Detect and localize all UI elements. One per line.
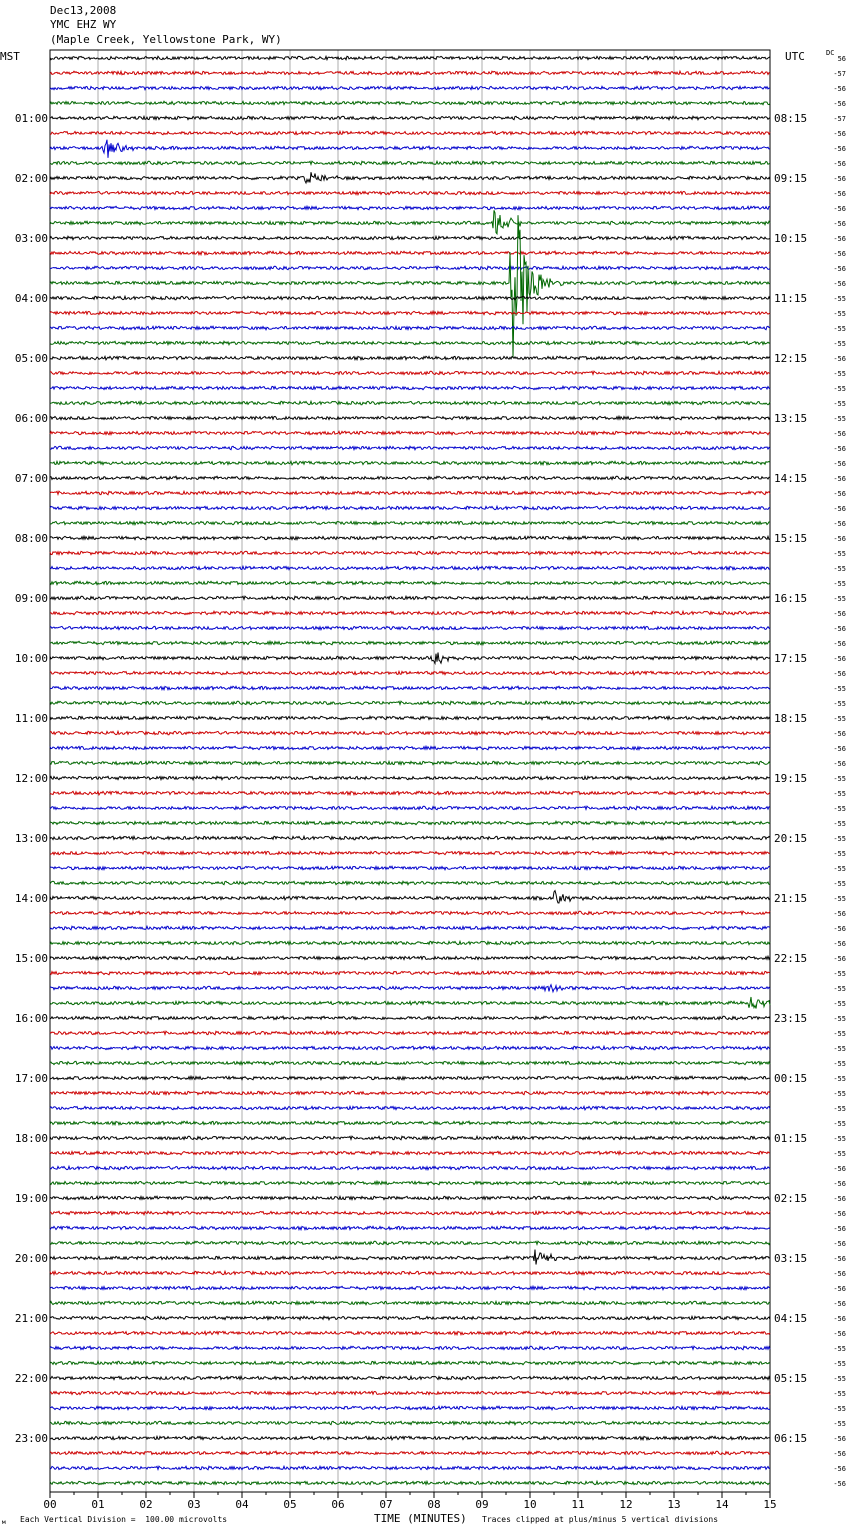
dc-offset-label: -56 (833, 505, 846, 513)
trace-line (50, 101, 770, 104)
right-hour-label: 02:15 (774, 1192, 808, 1205)
dc-offset-label: -56 (833, 1270, 846, 1278)
trace-line (50, 1061, 770, 1064)
dc-offset-label: -55 (833, 1000, 846, 1008)
trace-line (50, 806, 770, 810)
trace-line (50, 461, 770, 465)
dc-offset-label: -56 (833, 85, 846, 93)
dc-offset-label: -55 (833, 1420, 846, 1428)
trace-line (50, 1286, 770, 1290)
dc-offset-label: -56 (833, 145, 846, 153)
trace-line (50, 172, 770, 183)
trace-line (50, 881, 770, 884)
right-hour-label: 22:15 (774, 952, 808, 965)
dc-offset-label: -55 (833, 550, 846, 558)
trace-line (50, 1376, 770, 1379)
dc-offset-label: -56 (833, 205, 846, 213)
dc-offset-label: -55 (833, 1060, 846, 1068)
dc-offset-label: -56 (833, 1435, 846, 1443)
x-tick-label: 12 (619, 1498, 633, 1511)
dc-offset-label: -56 (833, 190, 846, 198)
trace-line (50, 701, 770, 705)
dc-offset-label: -55 (833, 400, 846, 408)
trace-line (50, 997, 770, 1009)
trace-line (50, 1271, 770, 1274)
dc-offset-label: 56 (837, 55, 846, 63)
left-hour-label: 14:00 (14, 892, 48, 905)
trace-line (50, 476, 770, 480)
dc-offset-label: -56 (833, 760, 846, 768)
dc-offset-label: -56 (833, 1210, 846, 1218)
dc-offset-label: -55 (833, 415, 846, 423)
dc-offset-label: -56 (833, 280, 846, 288)
dc-offset-label: -55 (833, 1045, 846, 1053)
left-hour-label: 16:00 (14, 1012, 48, 1025)
left-hour-label: 10:00 (14, 652, 48, 665)
right-hour-label: 04:15 (774, 1312, 808, 1325)
trace-line (50, 746, 770, 750)
trace-line (50, 1196, 770, 1199)
trace-line (50, 506, 770, 509)
x-tick-label: 06 (331, 1498, 345, 1511)
x-tick-label: 13 (667, 1498, 681, 1511)
dc-label: DC (826, 49, 835, 57)
x-tick-label: 02 (139, 1498, 153, 1511)
right-hour-label: 03:15 (774, 1252, 808, 1265)
dc-offset-label: -55 (833, 970, 846, 978)
dc-offset-label: -55 (833, 850, 846, 858)
trace-line (50, 371, 770, 375)
trace-line (50, 1391, 770, 1394)
dc-offset-label: -55 (833, 385, 846, 393)
trace-line (50, 1136, 770, 1140)
dc-offset-label: -55 (833, 595, 846, 603)
right-hour-label: 19:15 (774, 772, 808, 785)
trace-line (50, 356, 770, 360)
dc-offset-label: -56 (833, 265, 846, 273)
left-hour-label: 02:00 (14, 172, 48, 185)
dc-offset-label: -56 (833, 1330, 846, 1338)
dc-offset-label: -56 (833, 220, 846, 228)
trace-line (50, 1250, 770, 1265)
trace-line (50, 1421, 770, 1424)
left-hour-label: 09:00 (14, 592, 48, 605)
dc-offset-label: -55 (833, 1390, 846, 1398)
dc-offset-label: -56 (833, 250, 846, 258)
trace-line (50, 911, 770, 915)
trace-line (50, 86, 770, 89)
dc-offset-label: -56 (833, 640, 846, 648)
dc-offset-label: -55 (833, 580, 846, 588)
dc-offset-label: -56 (833, 1225, 846, 1233)
dc-offset-label: -56 (833, 445, 846, 453)
dc-offset-label: -56 (833, 100, 846, 108)
dc-offset-label: -56 (833, 610, 846, 618)
left-hour-label: 04:00 (14, 292, 48, 305)
trace-line (50, 1046, 770, 1049)
dc-offset-label: -55 (833, 1150, 846, 1158)
trace-line (50, 686, 770, 690)
x-tick-label: 05 (283, 1498, 297, 1511)
dc-offset-label: -55 (833, 325, 846, 333)
trace-line (50, 596, 770, 600)
x-axis-label: TIME (MINUTES) (374, 1512, 467, 1525)
trace-line (50, 386, 770, 389)
trace-line (50, 626, 770, 629)
dc-offset-label: -56 (833, 1315, 846, 1323)
right-hour-label: 09:15 (774, 172, 808, 185)
dc-offset-label: -55 (833, 1375, 846, 1383)
dc-offset-label: -55 (833, 565, 846, 573)
left-hour-label: 03:00 (14, 232, 48, 245)
trace-line (50, 116, 770, 119)
left-hour-label: 08:00 (14, 532, 48, 545)
trace-line (50, 1211, 770, 1214)
trace-line (50, 761, 770, 764)
trace-line (50, 776, 770, 779)
dc-offset-label: -56 (833, 430, 846, 438)
dc-offset-label: -56 (833, 490, 846, 498)
dc-offset-label: -56 (833, 1240, 846, 1248)
trace-line (50, 521, 770, 524)
trace-line (50, 821, 770, 824)
right-hour-label: 01:15 (774, 1132, 808, 1145)
right-hour-label: 05:15 (774, 1372, 808, 1385)
trace-line (50, 551, 770, 554)
right-hour-label: 00:15 (774, 1072, 808, 1085)
trace-line (50, 1151, 770, 1154)
left-hour-label: 17:00 (14, 1072, 48, 1085)
dc-offset-label: -56 (833, 1300, 846, 1308)
trace-line (50, 1346, 770, 1350)
dc-offset-label: -56 (833, 940, 846, 948)
right-hour-label: 16:15 (774, 592, 808, 605)
dc-offset-label: -56 (833, 1255, 846, 1263)
right-hour-label: 21:15 (774, 892, 808, 905)
dc-offset-label: -55 (833, 1015, 846, 1023)
trace-line (50, 416, 770, 420)
right-hour-label: 08:15 (774, 112, 808, 125)
left-hour-label: 23:00 (14, 1432, 48, 1445)
left-hour-label: 20:00 (14, 1252, 48, 1265)
dc-offset-label: -55 (833, 1135, 846, 1143)
dc-offset-label: -56 (833, 235, 846, 243)
trace-line (50, 1106, 770, 1110)
x-tick-label: 00 (43, 1498, 57, 1511)
dc-offset-label: -55 (833, 880, 846, 888)
trace-line (50, 941, 770, 944)
dc-offset-label: -56 (833, 1450, 846, 1458)
trace-line (50, 1226, 770, 1230)
dc-offset-label: -56 (833, 460, 846, 468)
trace-line (50, 71, 770, 75)
dc-offset-label: -55 (833, 295, 846, 303)
right-hour-label: 13:15 (774, 412, 808, 425)
trace-line (50, 1481, 770, 1484)
trace-line (50, 491, 770, 495)
trace-line (50, 1181, 770, 1185)
dc-offset-label: -55 (833, 820, 846, 828)
header-date: Dec13,2008 (50, 4, 117, 17)
right-hour-label: 14:15 (774, 472, 808, 485)
trace-line (50, 791, 770, 795)
trace-line (50, 1466, 770, 1470)
dc-offset-label: -55 (833, 865, 846, 873)
trace-line (50, 236, 770, 240)
dc-offset-label: -56 (833, 1465, 846, 1473)
dc-offset-label: -55 (833, 1075, 846, 1083)
trace-line (50, 926, 770, 930)
trace-line (50, 536, 770, 540)
dc-offset-label: -56 (833, 670, 846, 678)
dc-offset-label: -56 (833, 730, 846, 738)
dc-offset-label: -56 (833, 955, 846, 963)
trace-line (50, 1361, 770, 1364)
right-hour-label: 17:15 (774, 652, 808, 665)
trace-line (50, 296, 770, 299)
trace-line (50, 671, 770, 675)
left-hour-label: 07:00 (14, 472, 48, 485)
trace-line (50, 191, 770, 194)
left-hour-label: 15:00 (14, 952, 48, 965)
dc-offset-label: -55 (833, 1120, 846, 1128)
trace-line (50, 653, 770, 664)
dc-offset-label: -55 (833, 700, 846, 708)
trace-line (50, 210, 770, 234)
x-tick-label: 09 (475, 1498, 489, 1511)
dc-offset-label: -55 (833, 1090, 846, 1098)
trace-line (50, 1331, 770, 1335)
left-hour-label: 21:00 (14, 1312, 48, 1325)
dc-offset-label: -55 (833, 790, 846, 798)
dc-offset-label: -55 (833, 685, 846, 693)
dc-offset-label: -55 (833, 715, 846, 723)
trace-line (50, 1301, 770, 1304)
right-hour-label: 18:15 (774, 712, 808, 725)
dc-offset-label: -55 (833, 1360, 846, 1368)
trace-line (50, 731, 770, 734)
dc-offset-label: -56 (833, 745, 846, 753)
right-timezone-label: UTC (785, 50, 805, 63)
trace-line (50, 971, 770, 975)
dc-offset-label: -56 (833, 175, 846, 183)
trace-line (50, 1166, 770, 1169)
trace-line (50, 1076, 770, 1080)
left-hour-label: 05:00 (14, 352, 48, 365)
trace-line (50, 1451, 770, 1455)
trace-line (50, 431, 770, 434)
trace-line (50, 1406, 770, 1410)
trace-line (50, 851, 770, 855)
dc-offset-label: -56 (833, 535, 846, 543)
trace-line (50, 1016, 770, 1020)
trace-line (50, 611, 770, 614)
trace-line (50, 581, 770, 584)
x-tick-label: 11 (571, 1498, 585, 1511)
dc-offset-label: -55 (833, 775, 846, 783)
dc-offset-label: -56 (833, 355, 846, 363)
dc-offset-label: -55 (833, 1405, 846, 1413)
x-tick-label: 03 (187, 1498, 201, 1511)
header-station: YMC EHZ WY (50, 18, 117, 31)
trace-line (50, 251, 770, 255)
left-hour-label: 22:00 (14, 1372, 48, 1385)
trace-line (50, 56, 770, 59)
right-hour-label: 20:15 (774, 832, 808, 845)
trace-line (50, 1241, 770, 1245)
trace-line (50, 341, 770, 344)
right-hour-label: 23:15 (774, 1012, 808, 1025)
right-hour-label: 11:15 (774, 292, 808, 305)
dc-offset-label: -56 (833, 1180, 846, 1188)
trace-line (50, 716, 770, 719)
trace-line (50, 266, 770, 270)
trace-line (50, 1436, 770, 1440)
dc-offset-label: -56 (833, 1195, 846, 1203)
footer-scale-note: Each Vertical Division = 100.00 microvolts (20, 1515, 228, 1524)
x-tick-label: 15 (763, 1498, 777, 1511)
x-tick-label: 01 (91, 1498, 105, 1511)
left-hour-label: 12:00 (14, 772, 48, 785)
dc-offset-label: -56 (833, 160, 846, 168)
left-hour-label: 11:00 (14, 712, 48, 725)
dc-offset-label: -56 (833, 1480, 846, 1488)
right-hour-label: 06:15 (774, 1432, 808, 1445)
dc-offset-label: -55 (833, 895, 846, 903)
left-hour-label: 19:00 (14, 1192, 48, 1205)
trace-line (50, 866, 770, 869)
trace-line (50, 566, 770, 570)
left-hour-label: 13:00 (14, 832, 48, 845)
x-tick-label: 07 (379, 1498, 393, 1511)
x-tick-label: 08 (427, 1498, 441, 1511)
dc-offset-label: -55 (833, 985, 846, 993)
footer-clip-note: Traces clipped at plus/minus 5 vertical divisions (482, 1515, 719, 1524)
trace-line (50, 446, 770, 449)
left-hour-label: 01:00 (14, 112, 48, 125)
dc-offset-label: -55 (833, 1105, 846, 1113)
dc-offset-label: -57 (833, 70, 846, 78)
trace-line (50, 1091, 770, 1094)
dc-offset-label: -56 (833, 655, 846, 663)
dc-offset-label: -56 (833, 910, 846, 918)
dc-offset-label: -55 (833, 805, 846, 813)
dc-offset-label: -56 (833, 1285, 846, 1293)
trace-line (50, 326, 770, 329)
x-tick-label: 10 (523, 1498, 537, 1511)
dc-offset-label: -56 (833, 520, 846, 528)
traces (50, 56, 770, 1484)
right-hour-label: 15:15 (774, 532, 808, 545)
trace-line (50, 641, 770, 645)
dc-offset-label: -57 (833, 115, 846, 123)
trace-line (50, 311, 770, 315)
dc-offset-label: -55 (833, 1030, 846, 1038)
dc-offset-label: -55 (833, 835, 846, 843)
axis-labels (15, 55, 846, 1511)
dc-offset-label: -56 (833, 130, 846, 138)
left-hour-label: 06:00 (14, 412, 48, 425)
trace-line (50, 1031, 770, 1035)
trace-line (50, 206, 770, 210)
footer-mark: м (2, 1519, 6, 1526)
trace-line (50, 131, 770, 135)
left-hour-label: 18:00 (14, 1132, 48, 1145)
dc-offset-label: -56 (833, 475, 846, 483)
trace-line (50, 956, 770, 959)
dc-offset-label: -56 (833, 925, 846, 933)
dc-offset-label: -56 (833, 1165, 846, 1173)
right-hour-label: 12:15 (774, 352, 808, 365)
dc-offset-label: -56 (833, 625, 846, 633)
right-hour-label: 10:15 (774, 232, 808, 245)
trace-line (50, 1121, 770, 1125)
dc-offset-label: -55 (833, 1345, 846, 1353)
dc-offset-label: -55 (833, 370, 846, 378)
header-location: (Maple Creek, Yellowstone Park, WY) (50, 33, 282, 46)
trace-line (50, 401, 770, 404)
dc-offset-label: -55 (833, 340, 846, 348)
trace-line (50, 891, 770, 903)
trace-line (50, 140, 770, 158)
trace-line (50, 836, 770, 839)
trace-line (50, 985, 770, 992)
dc-offset-label: -55 (833, 310, 846, 318)
left-timezone-label: MST (0, 50, 20, 63)
x-tick-label: 14 (715, 1498, 729, 1511)
trace-line (50, 1316, 770, 1319)
trace-line (50, 161, 770, 165)
x-tick-label: 04 (235, 1498, 249, 1511)
